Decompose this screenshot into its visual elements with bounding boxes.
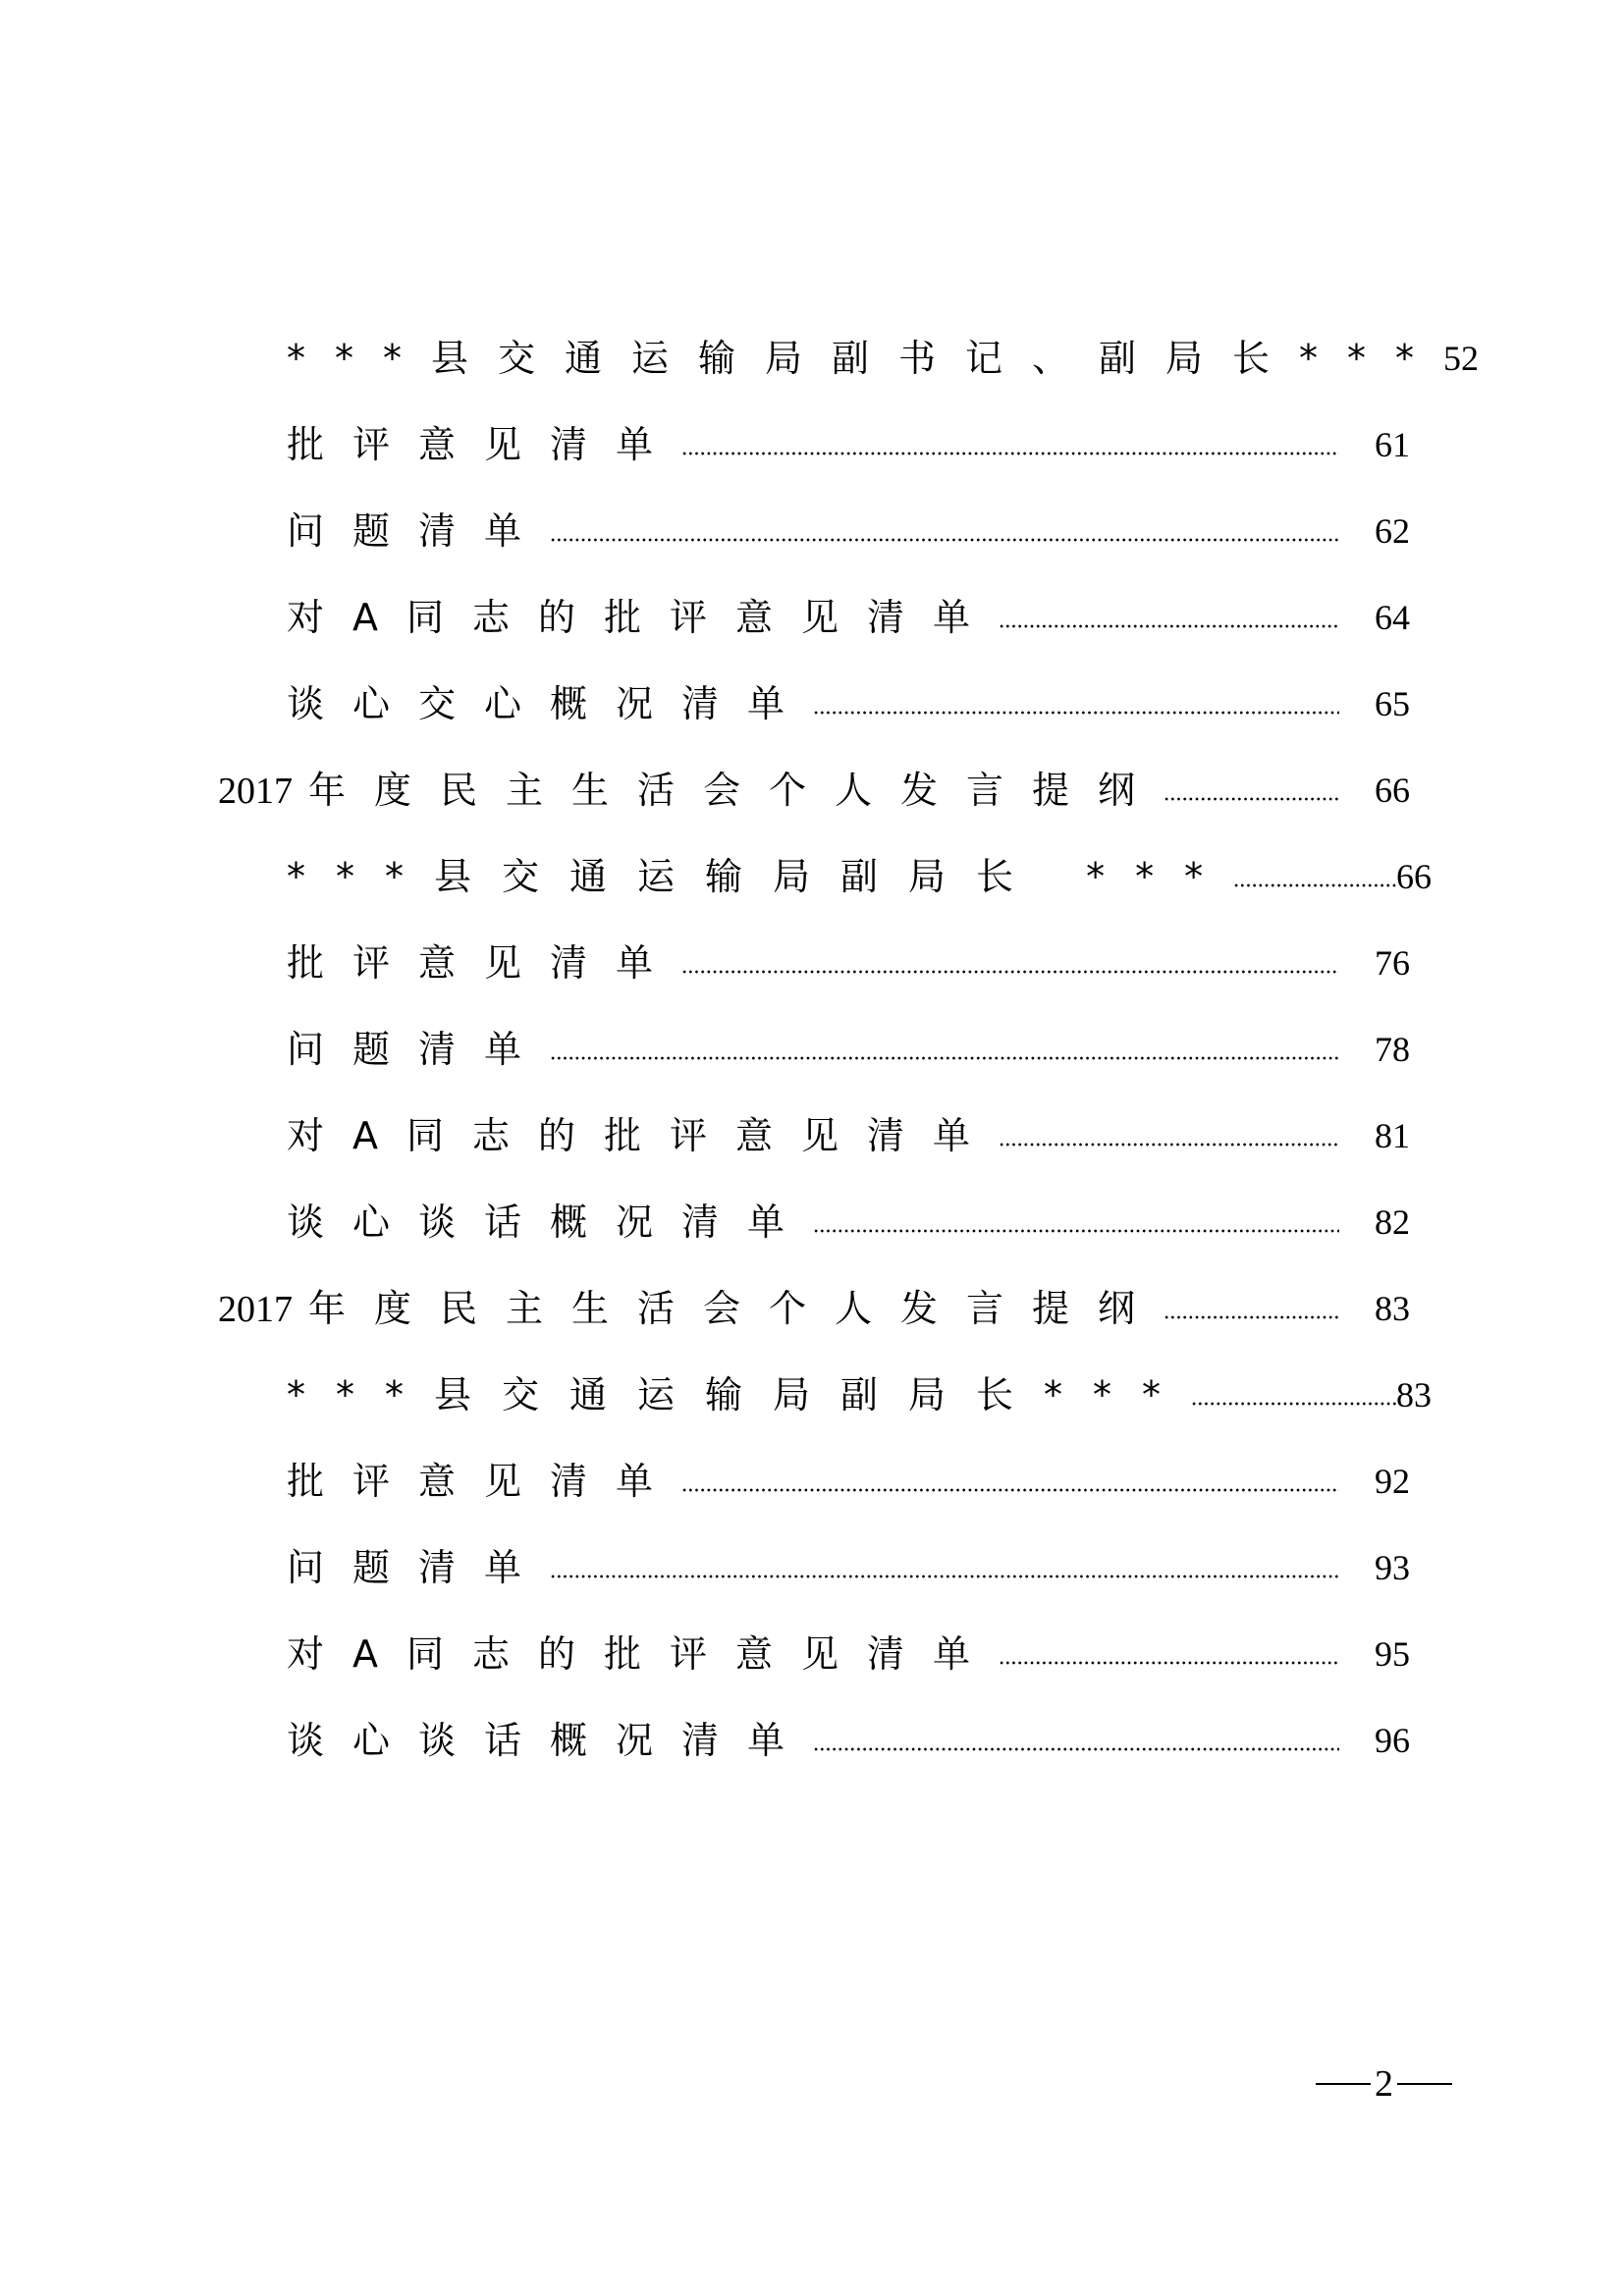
toc-entry-title: ***县交通运输局副局长 *** <box>287 855 1234 898</box>
toc-entry-title: 谈心谈话概况清单 <box>287 1201 814 1244</box>
dot-leader <box>550 1575 1339 1578</box>
page-footer <box>1316 2059 1452 2109</box>
dot-leader <box>999 624 1339 628</box>
toc-entry-title: 对A同志的批评意见清单 <box>287 1632 999 1676</box>
dot-leader <box>550 1056 1339 1060</box>
toc-entry[interactable] <box>287 1106 1410 1165</box>
toc-entry-title <box>218 761 1164 821</box>
toc-entry-title: 问题清单 <box>287 1546 551 1589</box>
toc-entry[interactable] <box>287 847 1432 906</box>
toc-entry-title: 对A同志的批评意见清单 <box>287 1114 999 1157</box>
toc-entry[interactable] <box>287 588 1410 647</box>
dot-leader <box>681 1488 1339 1492</box>
toc-entry-title: ***县交通运输局副书记、副局长*** <box>287 337 1444 380</box>
toc-entry-title <box>218 1279 1164 1339</box>
toc-entry[interactable] <box>287 934 1410 992</box>
dot-leader <box>1164 1315 1339 1319</box>
toc-entry-page: 65 <box>1375 684 1410 723</box>
toc-entry[interactable] <box>287 1365 1432 1424</box>
toc-entry-title: 谈心交心概况清单 <box>287 682 814 725</box>
toc-entry-page: 78 <box>1375 1030 1410 1069</box>
toc-entry-page: 52 <box>1443 339 1480 378</box>
toc-entry-title-text: 年度民主生活会个人发言提纲 <box>308 768 1164 812</box>
dot-leader <box>1233 883 1396 887</box>
dot-leader <box>1191 1402 1396 1406</box>
dot-leader <box>681 970 1339 974</box>
toc-entry-page: 92 <box>1375 1462 1410 1501</box>
toc-entry[interactable] <box>287 1452 1410 1511</box>
dot-leader <box>1164 797 1339 801</box>
toc-entry[interactable] <box>287 674 1410 733</box>
toc-entry-title: 问题清单 <box>287 509 551 553</box>
dot-leader <box>999 1661 1339 1665</box>
toc-entry-page: 66 <box>1375 771 1410 810</box>
toc-entry-page: 62 <box>1375 511 1410 551</box>
toc-entry[interactable] <box>287 1538 1410 1597</box>
toc-entry-title: 对A同志的批评意见清单 <box>287 596 999 639</box>
toc-entry[interactable] <box>287 329 1480 388</box>
page-number: 2 <box>1375 2063 1393 2105</box>
toc-entry[interactable] <box>218 761 1410 820</box>
toc-entry[interactable] <box>287 1193 1410 1252</box>
toc-entry[interactable] <box>218 1279 1410 1338</box>
toc-entry-year: 2017 <box>218 770 293 812</box>
dot-leader <box>550 538 1339 542</box>
toc-entry-page: 81 <box>1375 1116 1410 1155</box>
footer-dash-left <box>1316 2083 1371 2085</box>
toc-entry[interactable] <box>287 1020 1410 1079</box>
toc-entry-year: 2017 <box>218 1288 293 1330</box>
toc-entry-title: 批评意见清单 <box>287 941 682 985</box>
dot-leader <box>681 452 1339 455</box>
toc-entry-page: 64 <box>1375 598 1410 637</box>
toc-entry-page: 93 <box>1375 1548 1410 1587</box>
toc-entry-page: 82 <box>1375 1202 1410 1242</box>
dot-leader <box>999 1143 1339 1147</box>
dot-leader <box>813 1747 1339 1751</box>
toc-entry-title: 批评意见清单 <box>287 423 682 466</box>
footer-dash-right <box>1397 2083 1452 2085</box>
toc-entry-page: 66 <box>1396 857 1432 896</box>
toc-entry[interactable] <box>287 415 1410 474</box>
toc-entry-page: 95 <box>1375 1634 1410 1674</box>
toc-entry-title: ***县交通运输局副局长*** <box>287 1373 1192 1416</box>
toc-entry-page: 96 <box>1375 1721 1410 1760</box>
dot-leader <box>813 1229 1339 1233</box>
toc-entry-page: 83 <box>1375 1289 1410 1328</box>
dot-leader <box>813 711 1339 715</box>
toc-entry-page: 83 <box>1396 1375 1432 1415</box>
toc-entry-title: 问题清单 <box>287 1028 551 1071</box>
toc-entry-title: 谈心谈话概况清单 <box>287 1719 814 1762</box>
toc-entry[interactable] <box>287 502 1410 561</box>
toc-entry-page: 76 <box>1375 943 1410 983</box>
toc-entry-title-text: 年度民主生活会个人发言提纲 <box>308 1286 1164 1330</box>
toc-entry-title: 批评意见清单 <box>287 1460 682 1503</box>
toc-entry[interactable] <box>287 1625 1410 1683</box>
toc-entry-page: 61 <box>1375 425 1410 464</box>
toc-entry[interactable] <box>287 1711 1410 1770</box>
